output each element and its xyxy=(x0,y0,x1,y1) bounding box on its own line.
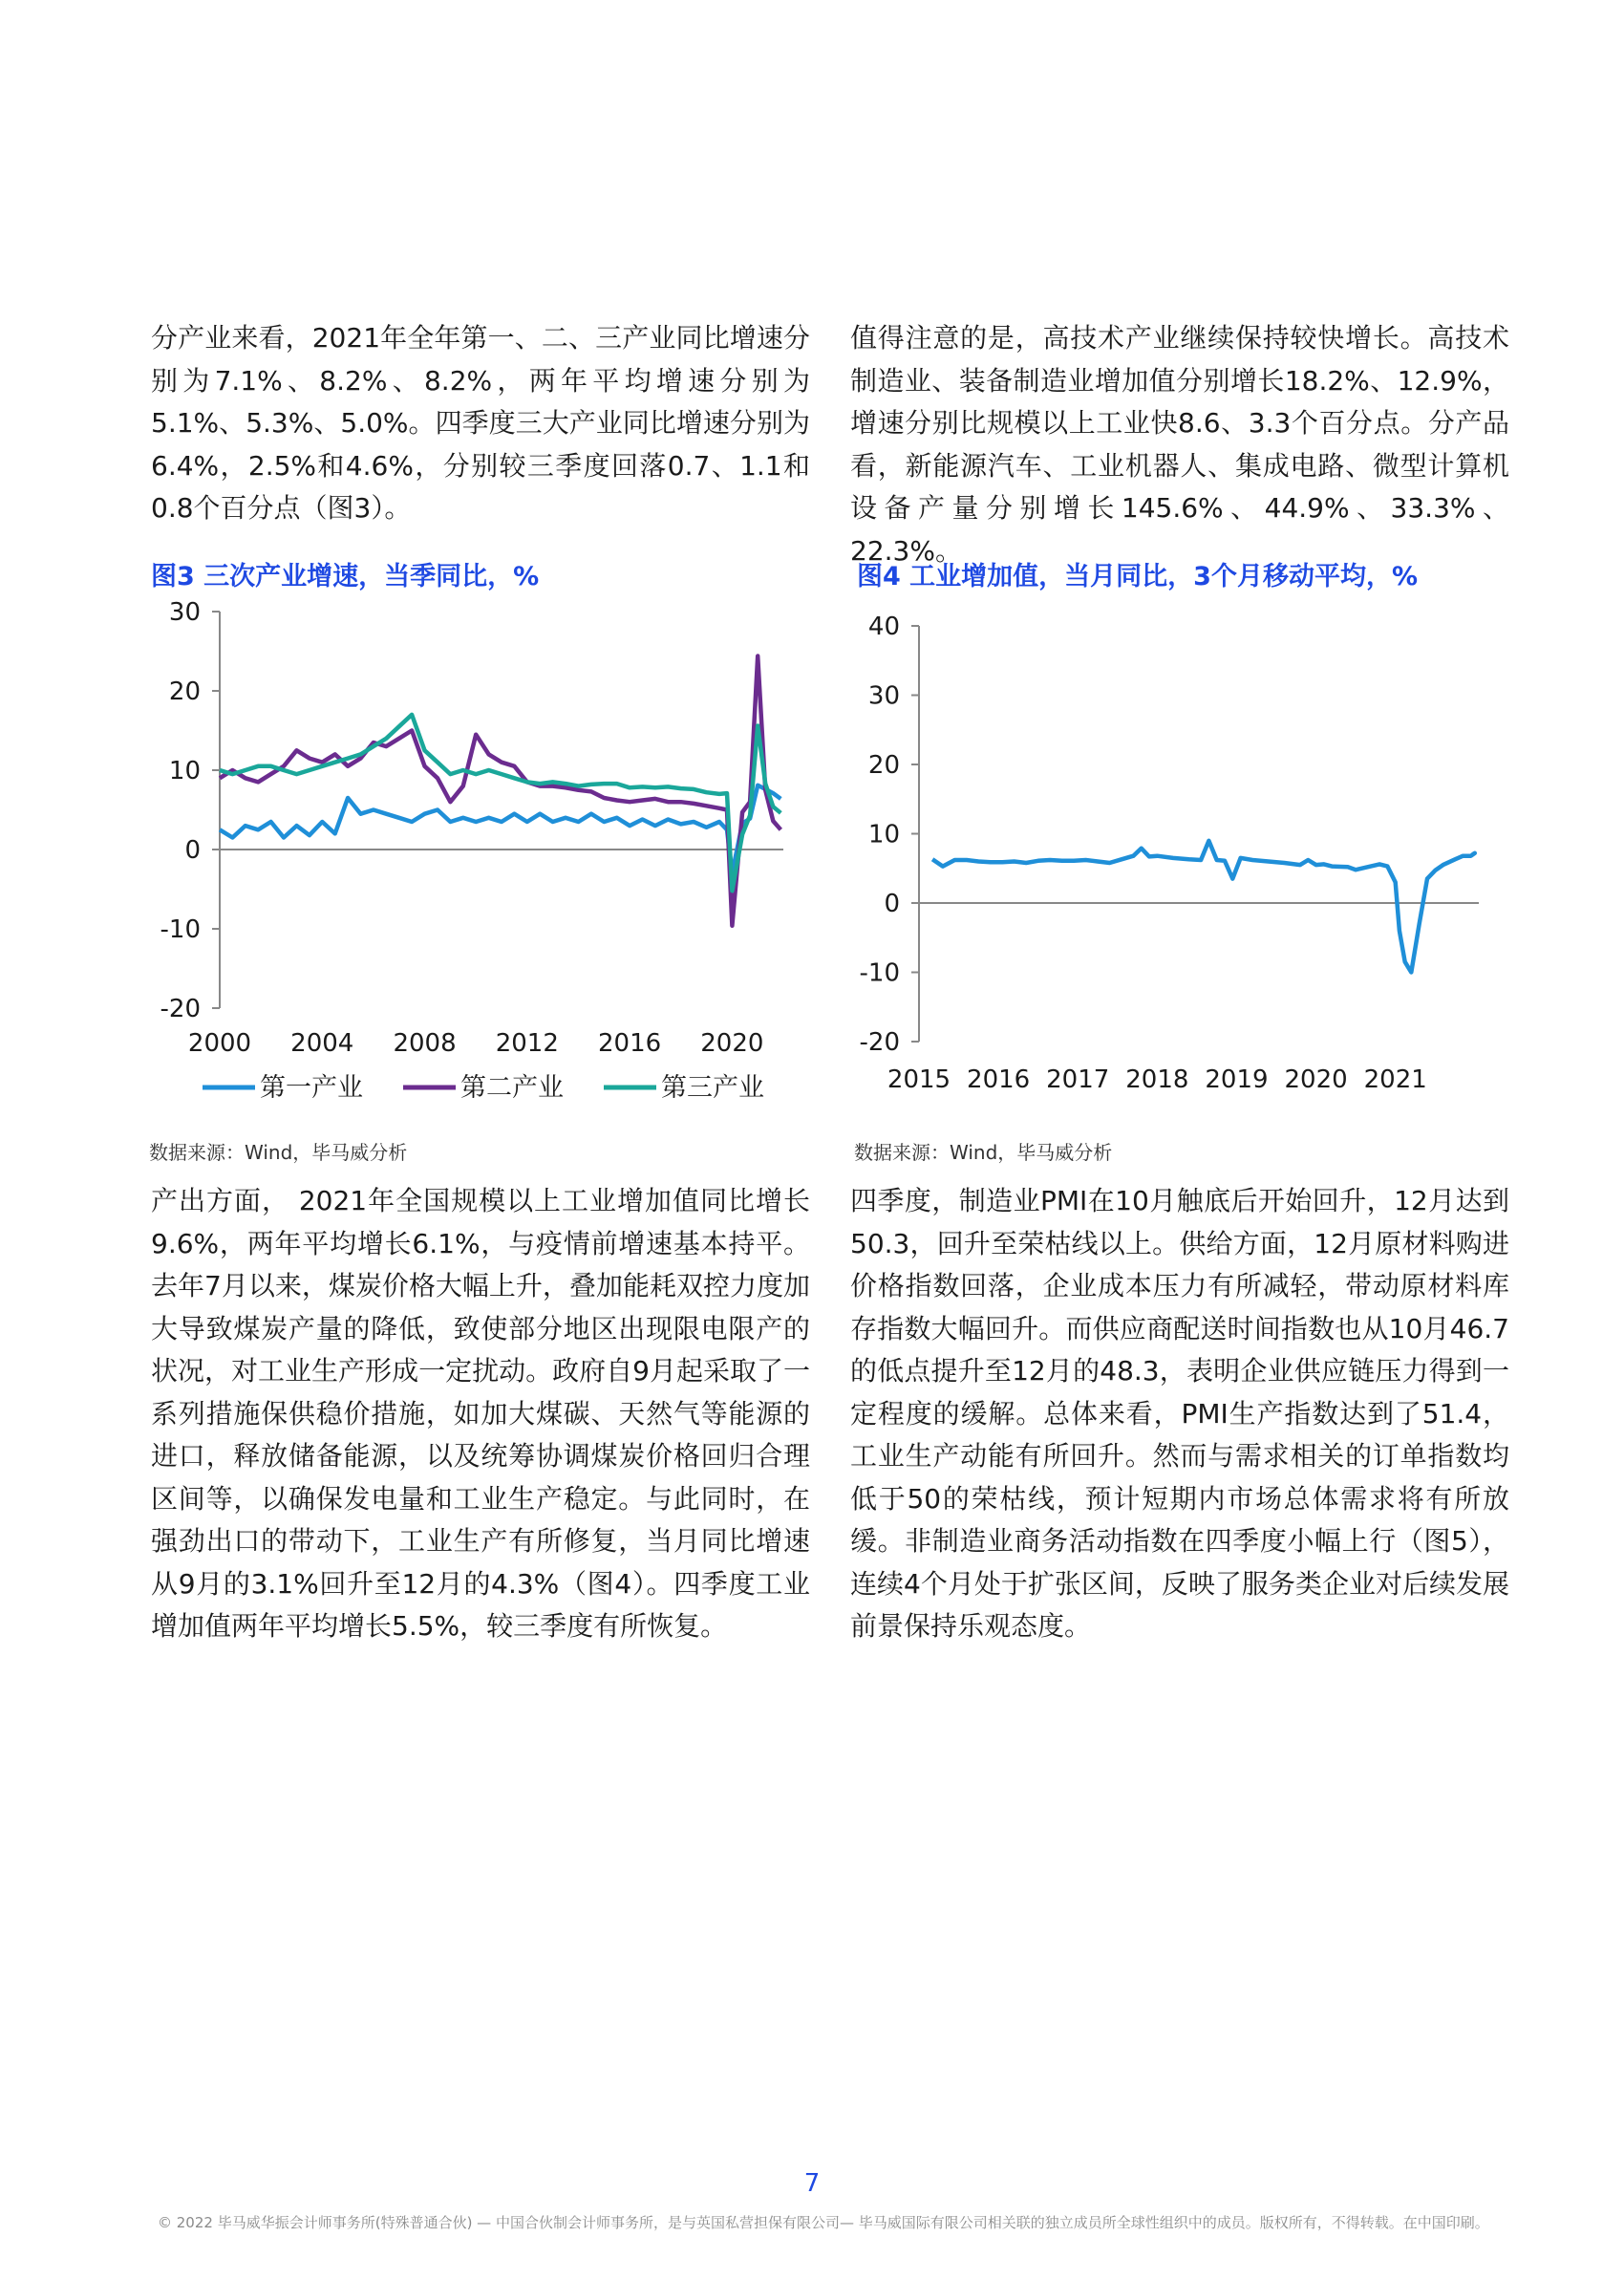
y-tick-label: -10 xyxy=(160,915,201,944)
y-tick-label: 20 xyxy=(867,751,900,780)
y-tick-label: -20 xyxy=(160,995,201,1023)
x-tick-label: 2021 xyxy=(1363,1065,1427,1094)
figure4-title: 图4 工业增加值，当月同比，3个月移动平均，% xyxy=(857,562,1419,592)
x-tick-label: 2020 xyxy=(1284,1065,1348,1094)
figure3-title: 图3 三次产业增速，当季同比，% xyxy=(151,562,540,592)
x-tick-label: 2020 xyxy=(700,1029,764,1058)
y-tick-label: 30 xyxy=(168,598,201,627)
y-tick-label: 10 xyxy=(867,820,900,850)
y-tick-label: 30 xyxy=(867,681,900,711)
right-column xyxy=(850,317,1509,572)
y-tick-label: 20 xyxy=(168,678,201,706)
x-tick-label: 2016 xyxy=(598,1029,662,1058)
y-tick-label: 0 xyxy=(184,836,201,865)
footer-copyright: © 2022 毕马威华振会计师事务所(特殊普通合伙) — 中国合伙制会计师事务所，是与英国私营担保有限公司— 毕马威国际有限公司相关联的独立成员所全球性组织中的成员。版权所有，不得转载。在中国印刷。 xyxy=(158,2214,1489,2231)
figure4-source: 数据来源：Wind，毕马威分析 xyxy=(854,1141,1113,1164)
y-tick-label: 40 xyxy=(867,613,900,641)
legend-label-1: 第一产业 xyxy=(260,1073,363,1103)
x-tick-label: 2008 xyxy=(393,1029,457,1058)
x-tick-label: 2019 xyxy=(1205,1065,1269,1094)
left-column-lower xyxy=(151,1180,810,1648)
legend-label-3: 第三产业 xyxy=(661,1073,764,1103)
paragraph-high-tech: 值得注意的是，高技术产业继续保持较快增长。高技术制造业、装备制造业增加值分别增长18.2%、12.9%，增速分别比规模以上工业快8.6、3.3个百分点。分产品看，新能源汽车、工业机器人、集成电路、微型计算机设备产量分别增长145.6%、44.9%、33.3%、22.3%。 xyxy=(850,322,1509,567)
x-tick-label: 2017 xyxy=(1046,1065,1110,1094)
x-tick-label: 2016 xyxy=(967,1065,1031,1094)
y-tick-label: 0 xyxy=(884,890,900,918)
x-tick-label: 2012 xyxy=(495,1029,559,1058)
x-tick-label: 2000 xyxy=(187,1029,252,1058)
y-tick-label: 10 xyxy=(168,757,201,785)
x-tick-label: 2015 xyxy=(887,1065,951,1094)
page-number: 7 xyxy=(803,2169,821,2198)
right-column-lower xyxy=(850,1180,1509,1648)
y-tick-label: -20 xyxy=(859,1028,900,1057)
figure4-chart xyxy=(841,602,1509,1099)
figure3-chart xyxy=(143,598,812,1118)
paragraph-industry-growth: 分产业来看，2021年全年第一、二、三产业同比增速分别为7.1%、8.2%、8.2%，两年平均增速分别为5.1%、5.3%、5.0%。四季度三大产业同比增速分别为6.4%，2.5%和4.6%，分别较三季度回落0.7、1.1和0.8个百分点（图3）。 xyxy=(151,322,810,524)
figure3-source: 数据来源：Wind，毕马威分析 xyxy=(149,1141,408,1164)
legend-label-2: 第二产业 xyxy=(460,1073,564,1103)
series-line-1 xyxy=(220,785,780,873)
x-tick-label: 2018 xyxy=(1125,1065,1189,1094)
left-column xyxy=(151,317,810,530)
y-tick-label: -10 xyxy=(859,958,900,988)
paragraph-pmi: 四季度，制造业PMI在10月触底后开始回升，12月达到50.3，回升至荣枯线以上。供给方面，12月原材料购进价格指数回落，企业成本压力有所减轻，带动原材料库存指数大幅回升。而供应商配送时间指数也从10月46.7的低点提升至12月的48.3，表明企业供应链压力得到一定程度的缓解。总体来看，PMI生产指数达到了51.4，工业生产动能有所回升。然而与需求相关的订单指数均低于50的荣枯线，预计短期内市场总体需求将有所放缓。非制造业商务活动指数在四季度小幅上行（图5），连续4个月处于扩张区间，反映了服务类企业对后续发展前景保持乐观态度。 xyxy=(850,1185,1509,1642)
x-tick-label: 2004 xyxy=(290,1029,354,1058)
paragraph-industrial-output: 产出方面， 2021年全国规模以上工业增加值同比增长9.6%，两年平均增长6.1%，与疫情前增速基本持平。去年7月以来，煤炭价格大幅上升，叠加能耗双控力度加大导致煤炭产量的降低，致使部分地区出现限电限产的状况，对工业生产形成一定扰动。政府自9月起采取了一系列措施保供稳价措施，如加大煤碳、天然气等能源的进口，释放储备能源，以及统筹协调煤炭价格回归合理区间等，以确保发电量和工业生产稳定。与此同时，在强劲出口的带动下，工业生产有所修复，当月同比增速从9月的3.1%回升至12月的4.3%（图4）。四季度工业增加值两年平均增长5.5%，较三季度有所恢复。 xyxy=(151,1185,810,1642)
series-line-1 xyxy=(932,841,1475,973)
